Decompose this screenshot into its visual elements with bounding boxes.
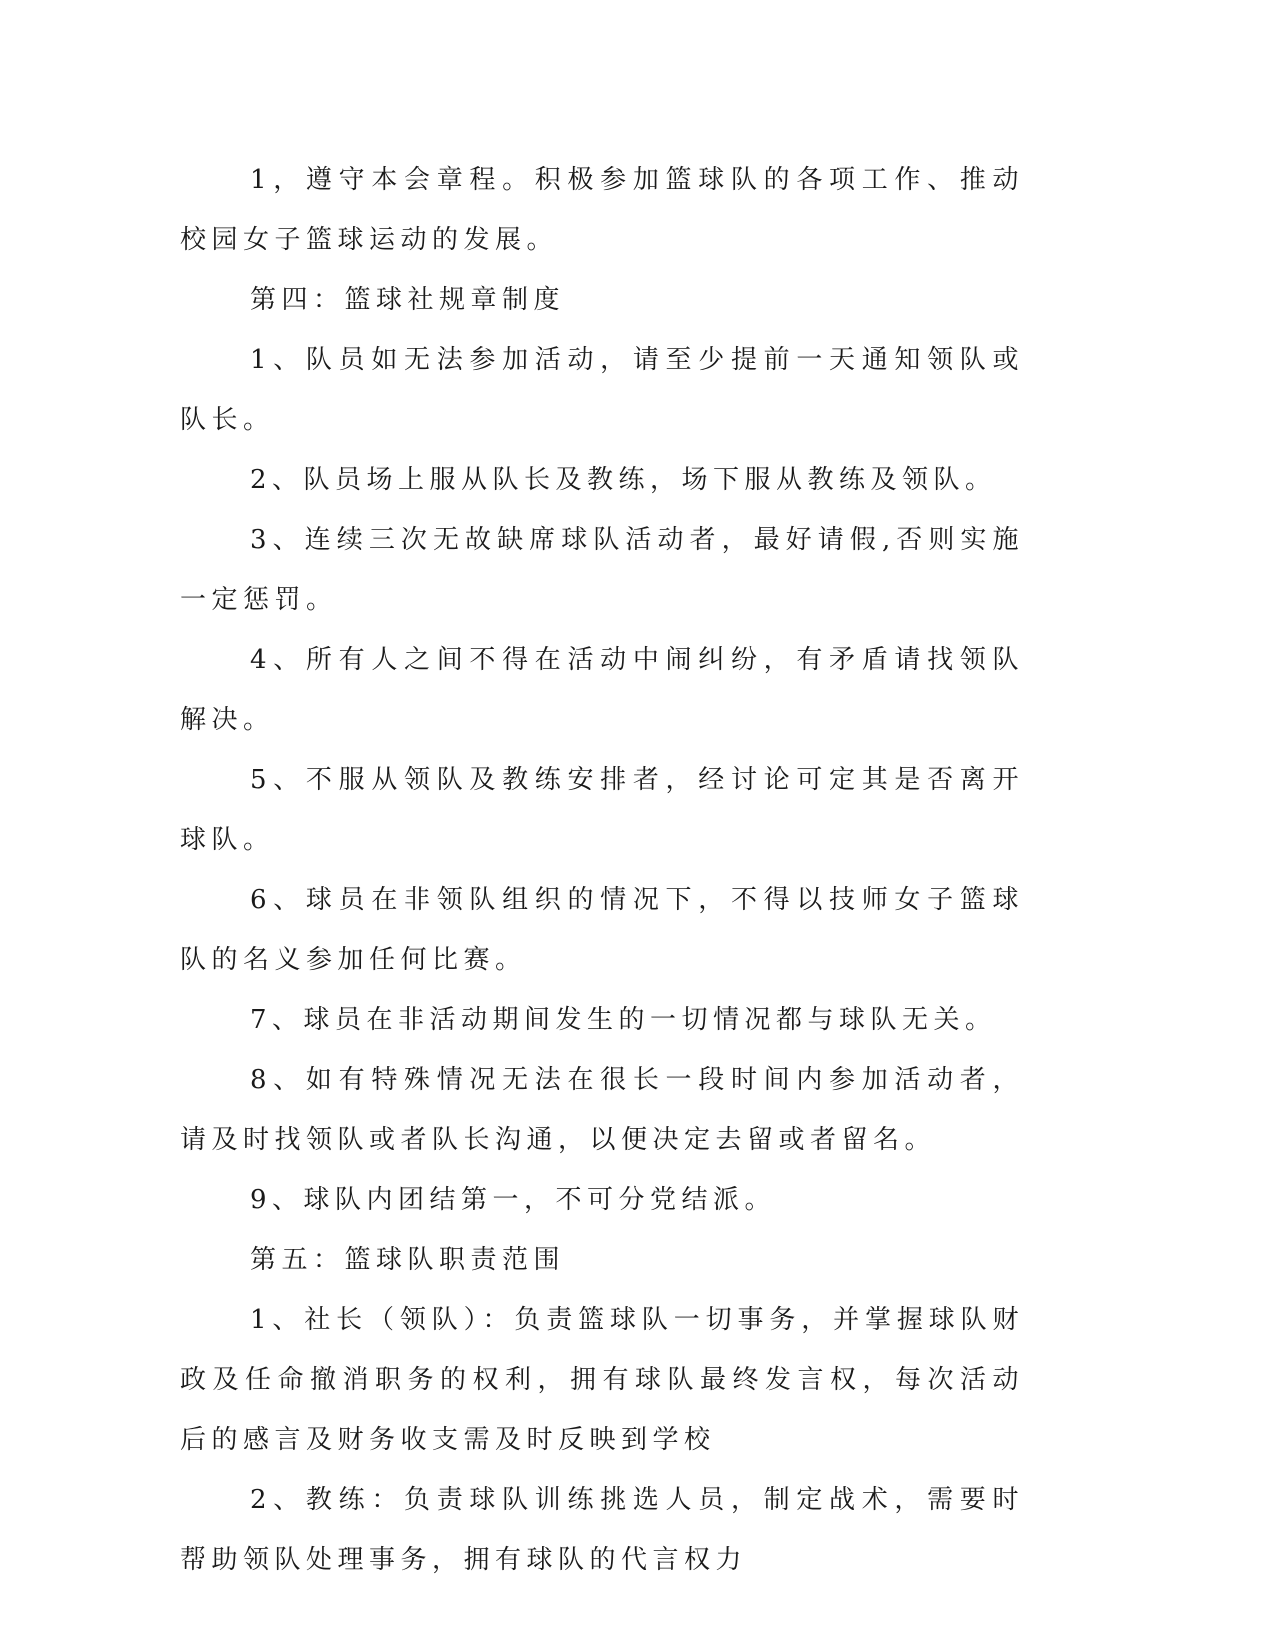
section-heading-four: 第四：篮球社规章制度 <box>250 285 566 315</box>
paragraph-regulation-7: 7、球员在非活动期间发生的一切情况都与球队无关。 <box>250 1005 997 1035</box>
paragraph-rule-1-charter: 1，遵守本会章程。积极参加篮球队的各项工作、推动校园女子篮球运动的发展。 <box>180 165 1024 255</box>
paragraph-regulation-1: 1、队员如无法参加活动，请至少提前一天通知领队或队长。 <box>180 345 1024 435</box>
paragraph-regulation-4: 4、所有人之间不得在活动中闹纠纷，有矛盾请找领队解决。 <box>180 645 1024 735</box>
paragraph-duty-2: 2、教练：负责球队训练挑选人员，制定战术，需要时帮助领队处理事务，拥有球队的代言权力 <box>180 1485 1024 1575</box>
paragraph-duty-1: 1、社长（领队）：负责篮球队一切事务，并掌握球队财政及任命撤消职务的权利，拥有球队最终发言权，每次活动后的感言及财务收支需及时反映到学校 <box>180 1305 1024 1455</box>
section-heading-five: 第五：篮球队职责范围 <box>250 1245 566 1275</box>
paragraph-regulation-8: 8、如有特殊情况无法在很长一段时间内参加活动者，请及时找领队或者队长沟通，以便决定去留或者留名。 <box>180 1065 1024 1155</box>
paragraph-regulation-3: 3、连续三次无故缺席球队活动者，最好请假,否则实施一定惩罚。 <box>180 525 1024 615</box>
document-body <box>180 150 1024 1590</box>
paragraph-regulation-5: 5、不服从领队及教练安排者，经讨论可定其是否离开球队。 <box>180 765 1024 855</box>
paragraph-regulation-2: 2、队员场上服从队长及教练，场下服从教练及领队。 <box>250 465 997 495</box>
paragraph-regulation-6: 6、球员在非领队组织的情况下，不得以技师女子篮球队的名义参加任何比赛。 <box>180 885 1024 975</box>
paragraph-regulation-9: 9、球队内团结第一，不可分党结派。 <box>250 1185 777 1215</box>
